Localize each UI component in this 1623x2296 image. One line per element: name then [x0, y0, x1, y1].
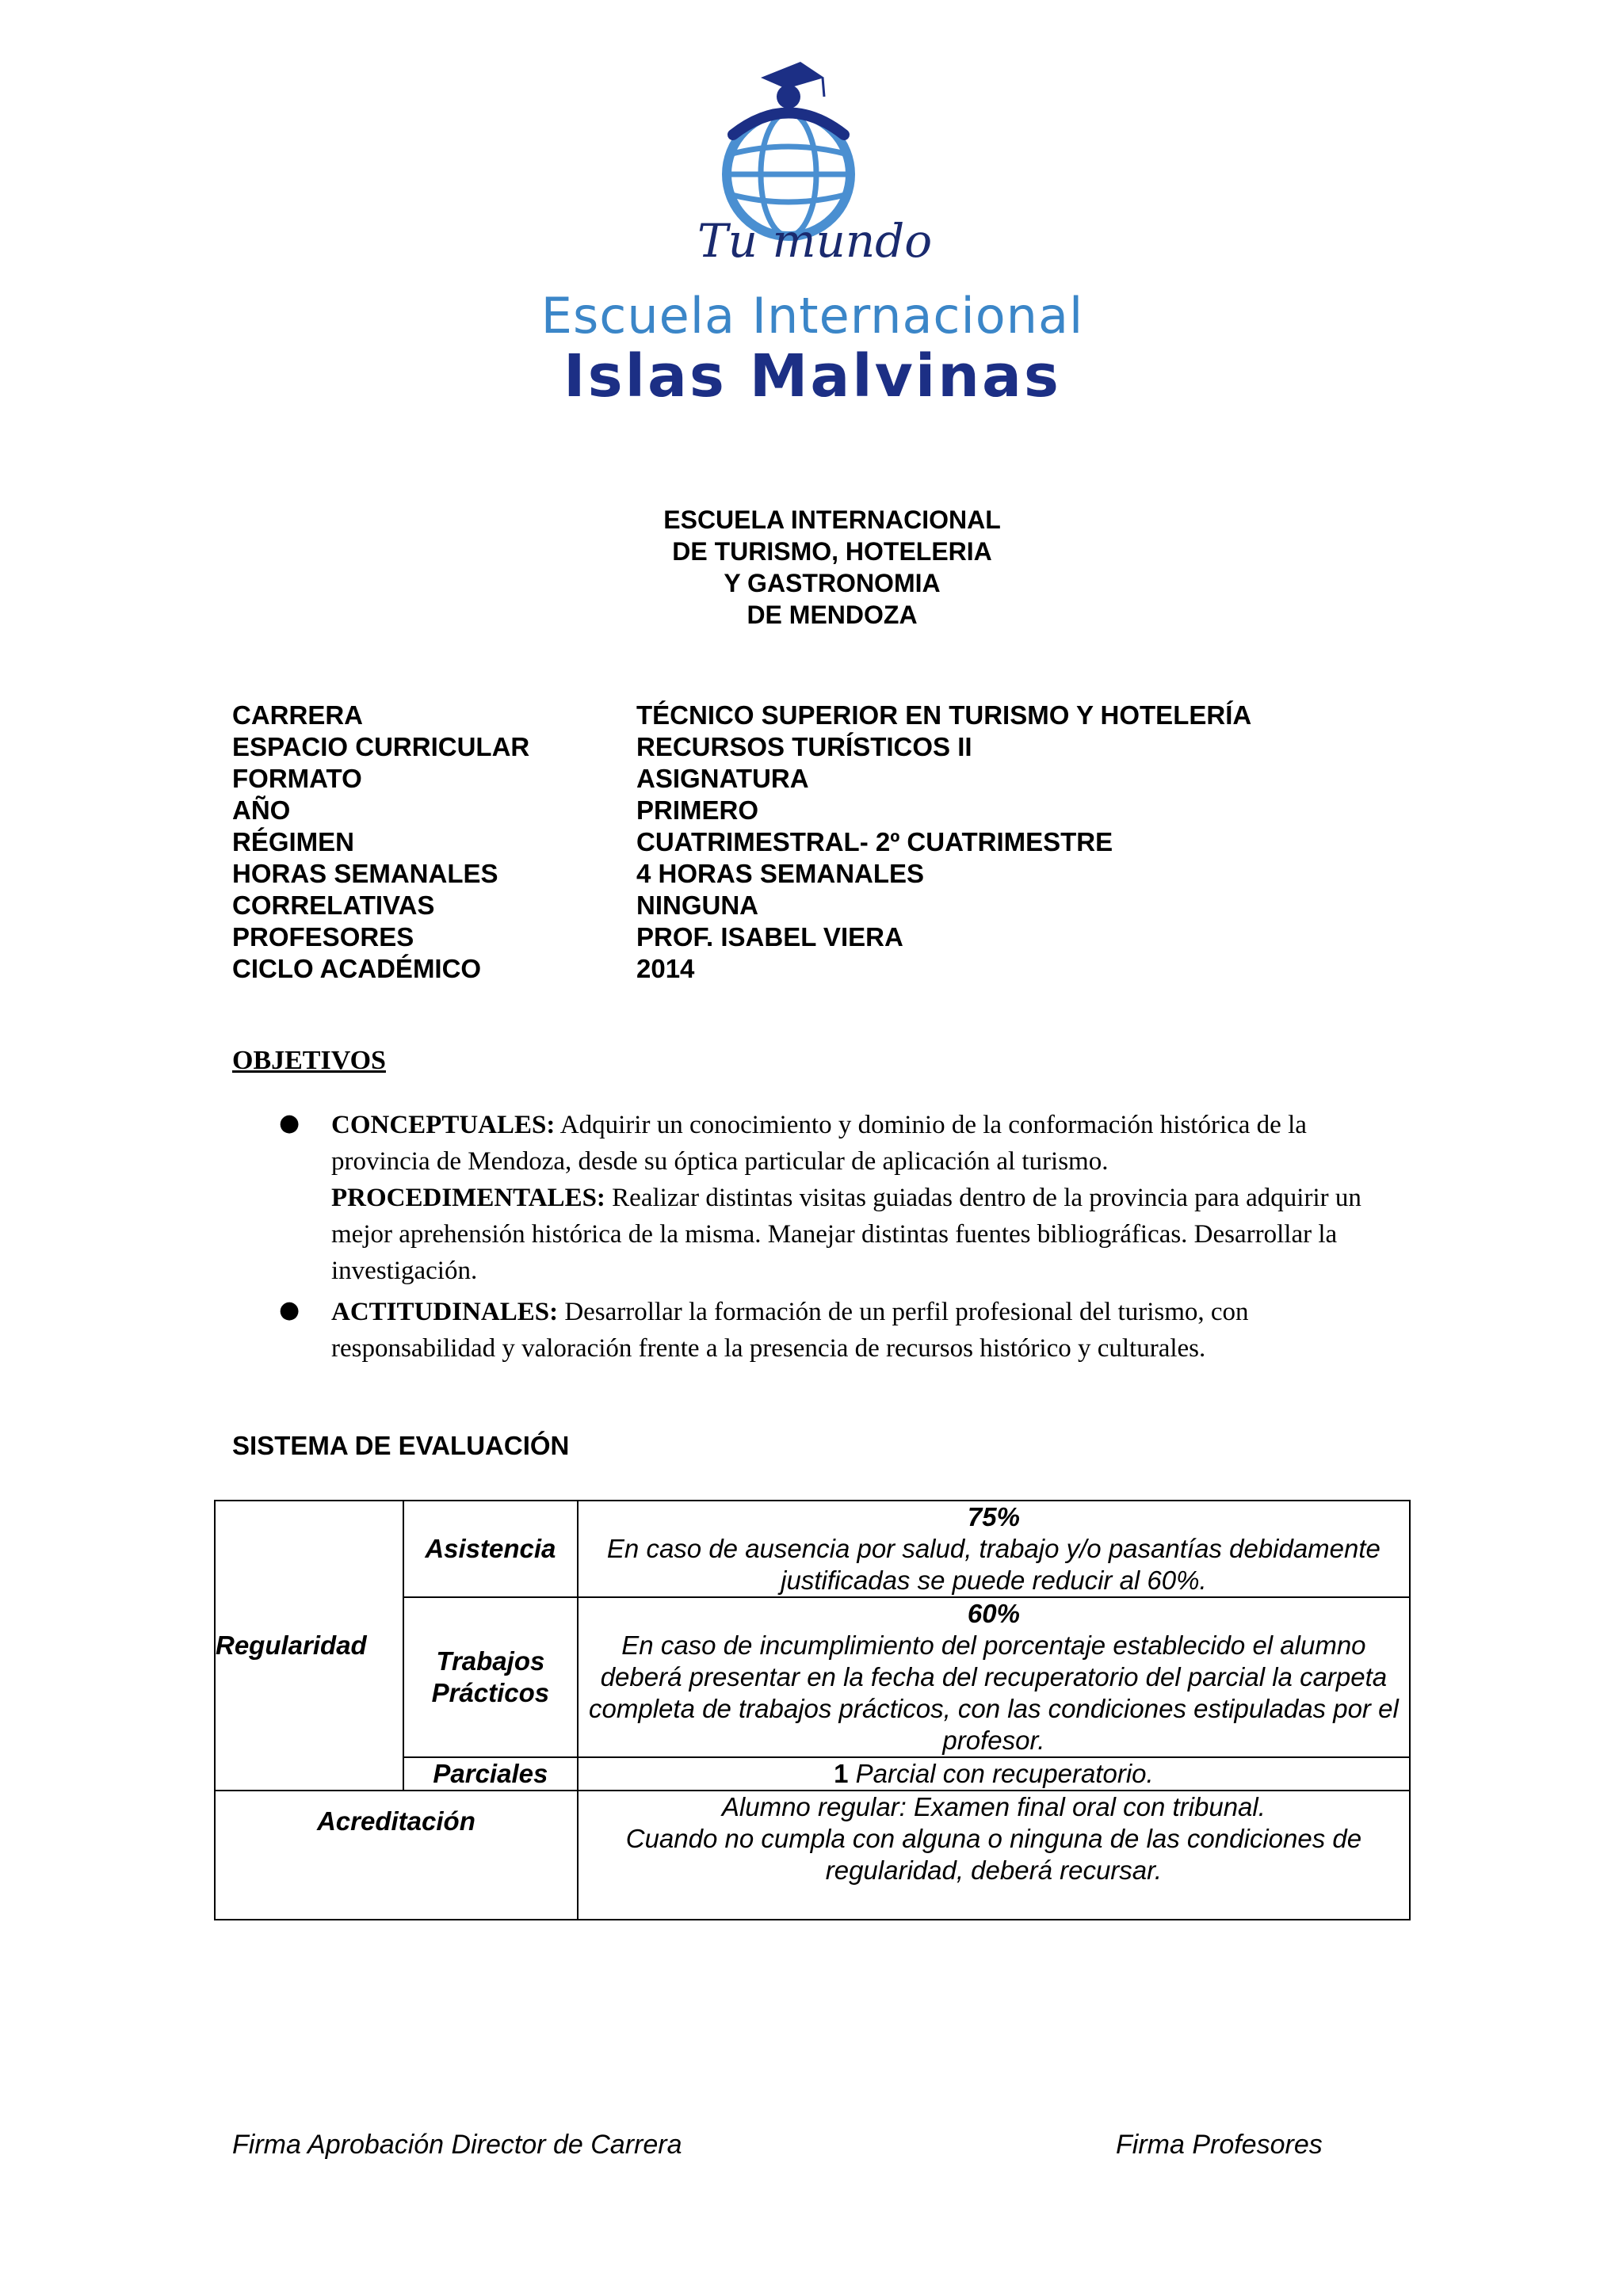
bullet-icon: ● — [279, 1296, 300, 1324]
info-label: RÉGIMEN — [232, 827, 355, 856]
info-value: RECURSOS TURÍSTICOS II — [636, 732, 972, 761]
info-value: TÉCNICO SUPERIOR EN TURISMO Y HOTELERÍA — [636, 700, 1252, 730]
trabajos-detail-cell — [578, 1597, 1410, 1757]
asistencia-text: En caso de ausencia por salud, trabajo y/o pasantías debidamente justificadas se puede reducir al 60%. — [606, 1534, 1381, 1595]
signature-director: Firma Aprobación Director de Carrera — [232, 2130, 682, 2160]
info-label: PROFESORES — [232, 922, 414, 952]
info-row — [232, 921, 1421, 953]
table-row — [215, 1791, 1410, 1920]
institution-line: ESCUELA INTERNACIONAL — [663, 505, 1001, 534]
info-value: ASIGNATURA — [636, 764, 809, 793]
trabajos-text: En caso de incumplimiento del porcentaje establecido el alumno deberá presentar en la fecha del recuperatorio del parcial la carpeta completa de trabajos prácticos, con las condiciones estipuladas por el profesor. — [589, 1630, 1399, 1755]
info-value: 2014 — [636, 954, 695, 983]
parciales-detail-cell — [578, 1757, 1410, 1791]
bullet-icon: ● — [279, 1109, 300, 1137]
parciales-number: 1 — [834, 1759, 849, 1788]
info-row — [232, 826, 1421, 858]
info-label: FORMATO — [232, 764, 362, 793]
acreditacion-text: Alumno regular: Examen final oral con tribunal. — [721, 1792, 1266, 1821]
info-label: CORRELATIVAS — [232, 891, 435, 920]
table-row — [215, 1501, 1410, 1597]
info-label: CICLO ACADÉMICO — [232, 954, 482, 983]
info-label: AÑO — [232, 795, 291, 825]
parciales-text: Parcial con recuperatorio. — [848, 1759, 1154, 1788]
institution-line: Y GASTRONOMIA — [724, 569, 941, 597]
regularidad-cell: Regularidad — [215, 1501, 403, 1791]
info-row — [232, 953, 1421, 985]
info-label: ESPACIO CURRICULAR — [232, 732, 530, 761]
info-label: HORAS SEMANALES — [232, 859, 498, 888]
logo-school-type: Escuela Internacional — [540, 287, 1084, 345]
asistencia-cell: Asistencia — [403, 1501, 578, 1597]
acreditacion-cell: Acreditación — [215, 1791, 578, 1920]
info-row — [232, 890, 1421, 921]
trabajos-percentage: 60% — [967, 1599, 1020, 1628]
info-label: CARRERA — [232, 700, 363, 730]
objectives-heading: OBJETIVOS — [232, 1046, 386, 1075]
institution-line: DE MENDOZA — [747, 601, 918, 629]
objective-text: Realizar distintas visitas guiadas dentro de la provincia para adquirir un mejor aprehensión histórica de la misma. Manejar distintas fuentes bibliográficas. Desarrollar la investigación. — [331, 1184, 1361, 1285]
info-value: 4 HORAS SEMANALES — [636, 859, 925, 888]
info-row — [232, 763, 1421, 795]
objective-label: CONCEPTUALES: — [331, 1111, 556, 1139]
logo-school-name: Islas Malvinas — [563, 342, 1061, 410]
acreditacion-detail-cell — [578, 1791, 1410, 1920]
objective-label: ACTITUDINALES: — [331, 1298, 559, 1326]
info-value: PROF. ISABEL VIERA — [636, 922, 903, 952]
info-row — [232, 795, 1421, 826]
info-value: CUATRIMESTRAL- 2º CUATRIMESTRE — [636, 827, 1113, 856]
info-row — [232, 858, 1421, 890]
logo-tagline: Tu mundo — [697, 214, 933, 268]
institution-line: DE TURISMO, HOTELERIA — [672, 537, 992, 566]
info-row — [232, 731, 1421, 763]
evaluation-heading: SISTEMA DE EVALUACIÓN — [232, 1431, 570, 1460]
info-value: PRIMERO — [636, 795, 759, 825]
info-value: NINGUNA — [636, 891, 758, 920]
objective-text: Adquirir un conocimiento y dominio de la conformación histórica de la provincia de Mendoza, desde su óptica particular de aplicación al turismo. — [331, 1111, 1307, 1176]
objective-attitudinal — [331, 1294, 1409, 1367]
acreditacion-text: Cuando no cumpla con alguna o ninguna de las condiciones de regularidad, deberá recursar. — [625, 1824, 1362, 1885]
objective-conceptual-procedural — [331, 1107, 1409, 1289]
asistencia-percentage: 75% — [967, 1502, 1020, 1531]
parciales-cell: Parciales — [403, 1757, 578, 1791]
asistencia-detail-cell — [578, 1501, 1410, 1597]
institution-title — [515, 504, 1149, 631]
objective-text: Desarrollar la formación de un perfil profesional del turismo, con responsabilidad y valoración frente a la presencia de recursos histórico y culturales. — [331, 1298, 1249, 1363]
signature-professors: Firma Profesores — [1116, 2130, 1323, 2160]
evaluation-table — [214, 1500, 1411, 1920]
trabajos-cell: Trabajos Prácticos — [403, 1597, 578, 1757]
info-row — [232, 700, 1421, 731]
objective-label: PROCEDIMENTALES: — [331, 1184, 605, 1212]
